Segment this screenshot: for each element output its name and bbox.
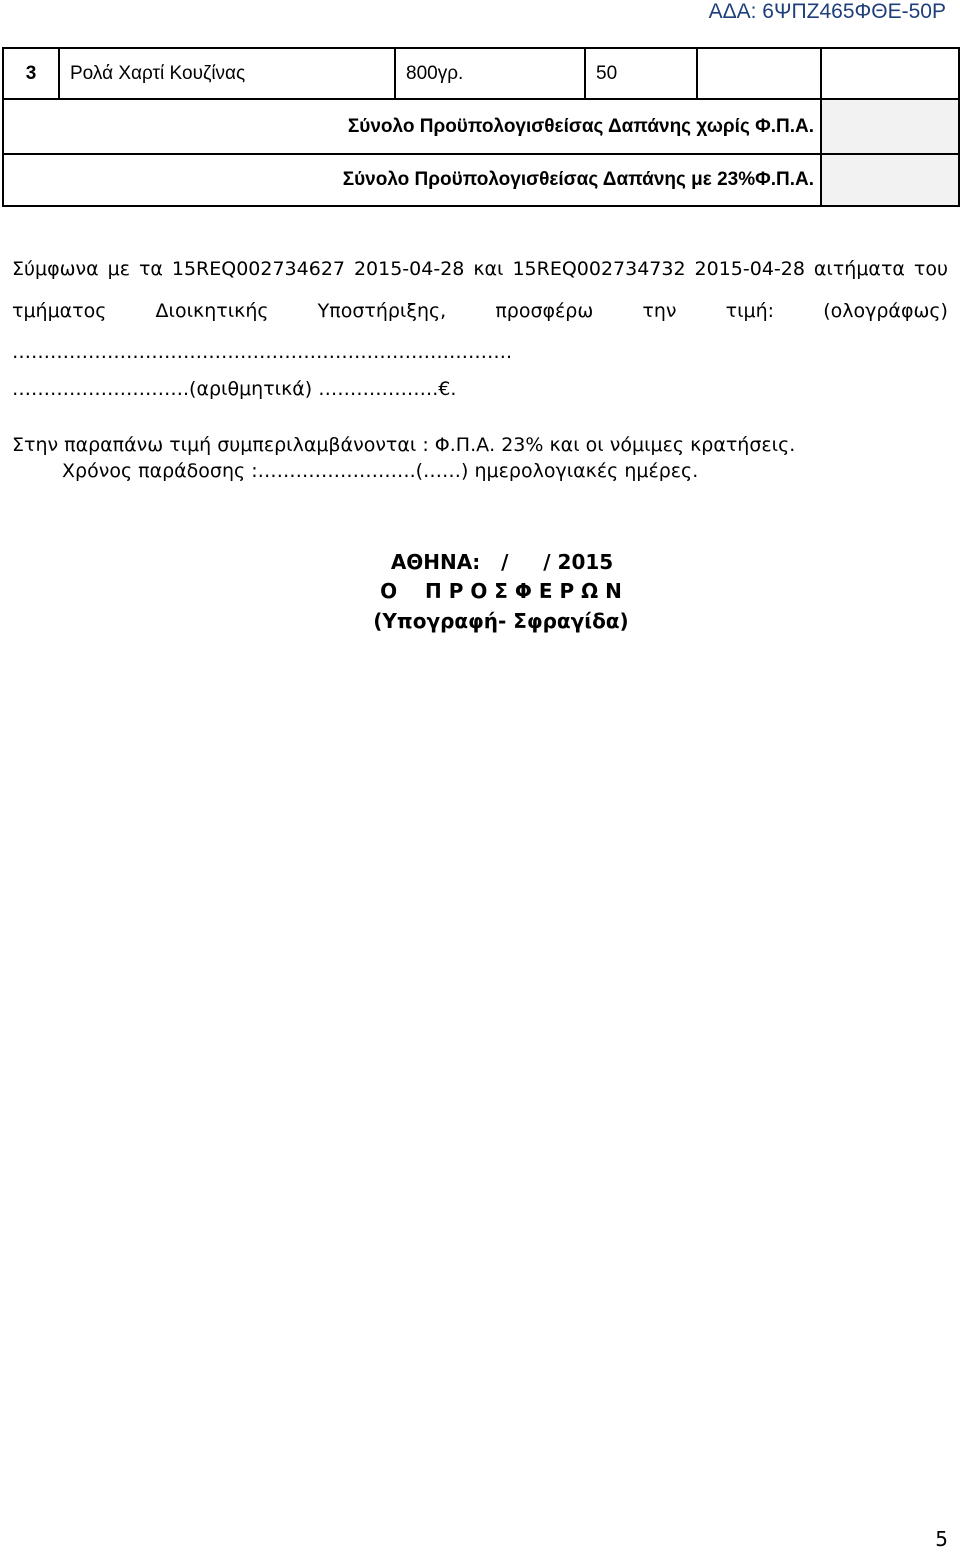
delivery-time[interactable]: Χρόνος παράδοσης :…………………….(……) ημερολογιακές ημέρες. xyxy=(62,460,699,482)
offer-word: με xyxy=(107,258,130,280)
date-line: ΑΘΗΝΑ: / / 2015 xyxy=(390,550,614,574)
signature-block xyxy=(0,548,960,636)
offer-word: τα xyxy=(138,258,163,280)
page-number: 5 xyxy=(935,1527,948,1551)
offer-word: 2015-04-28 xyxy=(353,258,465,280)
total-with-vat-row xyxy=(3,154,959,206)
conditions-block xyxy=(12,432,948,484)
offer-word: Υποστήριξης, xyxy=(317,300,447,322)
amount-numeric-line[interactable]: ……………………….(αριθμητικά) ……………….€. xyxy=(12,378,457,400)
budget-table xyxy=(2,47,960,207)
total-price-cell[interactable] xyxy=(821,48,959,99)
total-with-vat-value[interactable] xyxy=(821,154,959,206)
signature-stamp-label: (Υπογραφή- Σφραγίδα) xyxy=(373,609,629,633)
offer-word: την xyxy=(642,300,677,322)
offer-line-1 xyxy=(12,248,948,290)
offer-word: 2015-04-28 xyxy=(694,258,805,280)
offer-word: αιτήματα xyxy=(813,258,905,280)
offer-word: προσφέρω xyxy=(495,300,594,322)
offer-word: (ολογράφως) xyxy=(823,300,948,322)
item-description: Ρολά Χαρτί Κουζίνας xyxy=(59,48,395,99)
item-quantity: 50 xyxy=(585,48,697,99)
offer-line-2 xyxy=(12,290,948,332)
total-without-vat-label: Σύνολο Προϋπολογισθείσας Δαπάνης χωρίς Φ.Π.Α. xyxy=(3,99,821,154)
offer-paragraph xyxy=(12,248,948,404)
total-without-vat-value[interactable] xyxy=(821,99,959,154)
ada-code: ΑΔΑ: 6ΨΠΖ465ΦΘΕ-50Ρ xyxy=(708,0,946,23)
total-without-vat-row xyxy=(3,99,959,154)
offer-word: 15REQ002734627 xyxy=(171,258,345,280)
offer-word: τιμή: xyxy=(725,300,775,322)
offer-word: του xyxy=(913,258,948,280)
item-unit: 800γρ. xyxy=(395,48,585,99)
item-number: 3 xyxy=(3,48,59,99)
unit-price-cell[interactable] xyxy=(697,48,821,99)
offer-word: 15REQ002734732 xyxy=(512,258,686,280)
vat-note: Στην παραπάνω τιμή συμπεριλαμβάνονται : Φ.Π.Α. 23% και οι νόμιμες κρατήσεις. xyxy=(12,434,796,456)
offer-word: Σύμφωνα xyxy=(12,258,99,280)
offer-word: και xyxy=(473,258,504,280)
offer-word: Διοικητικής xyxy=(155,300,269,322)
total-with-vat-label: Σύνολο Προϋπολογισθείσας Δαπάνης με 23%Φ.Π.Α. xyxy=(3,154,821,206)
offerer-heading: Ο Π Ρ Ο Σ Φ Ε Ρ Ω Ν xyxy=(380,579,622,603)
table-row xyxy=(3,48,959,99)
amount-words-line[interactable]: ……………………………………………………………………. xyxy=(12,341,513,363)
offer-word: τμήματος xyxy=(12,300,107,322)
